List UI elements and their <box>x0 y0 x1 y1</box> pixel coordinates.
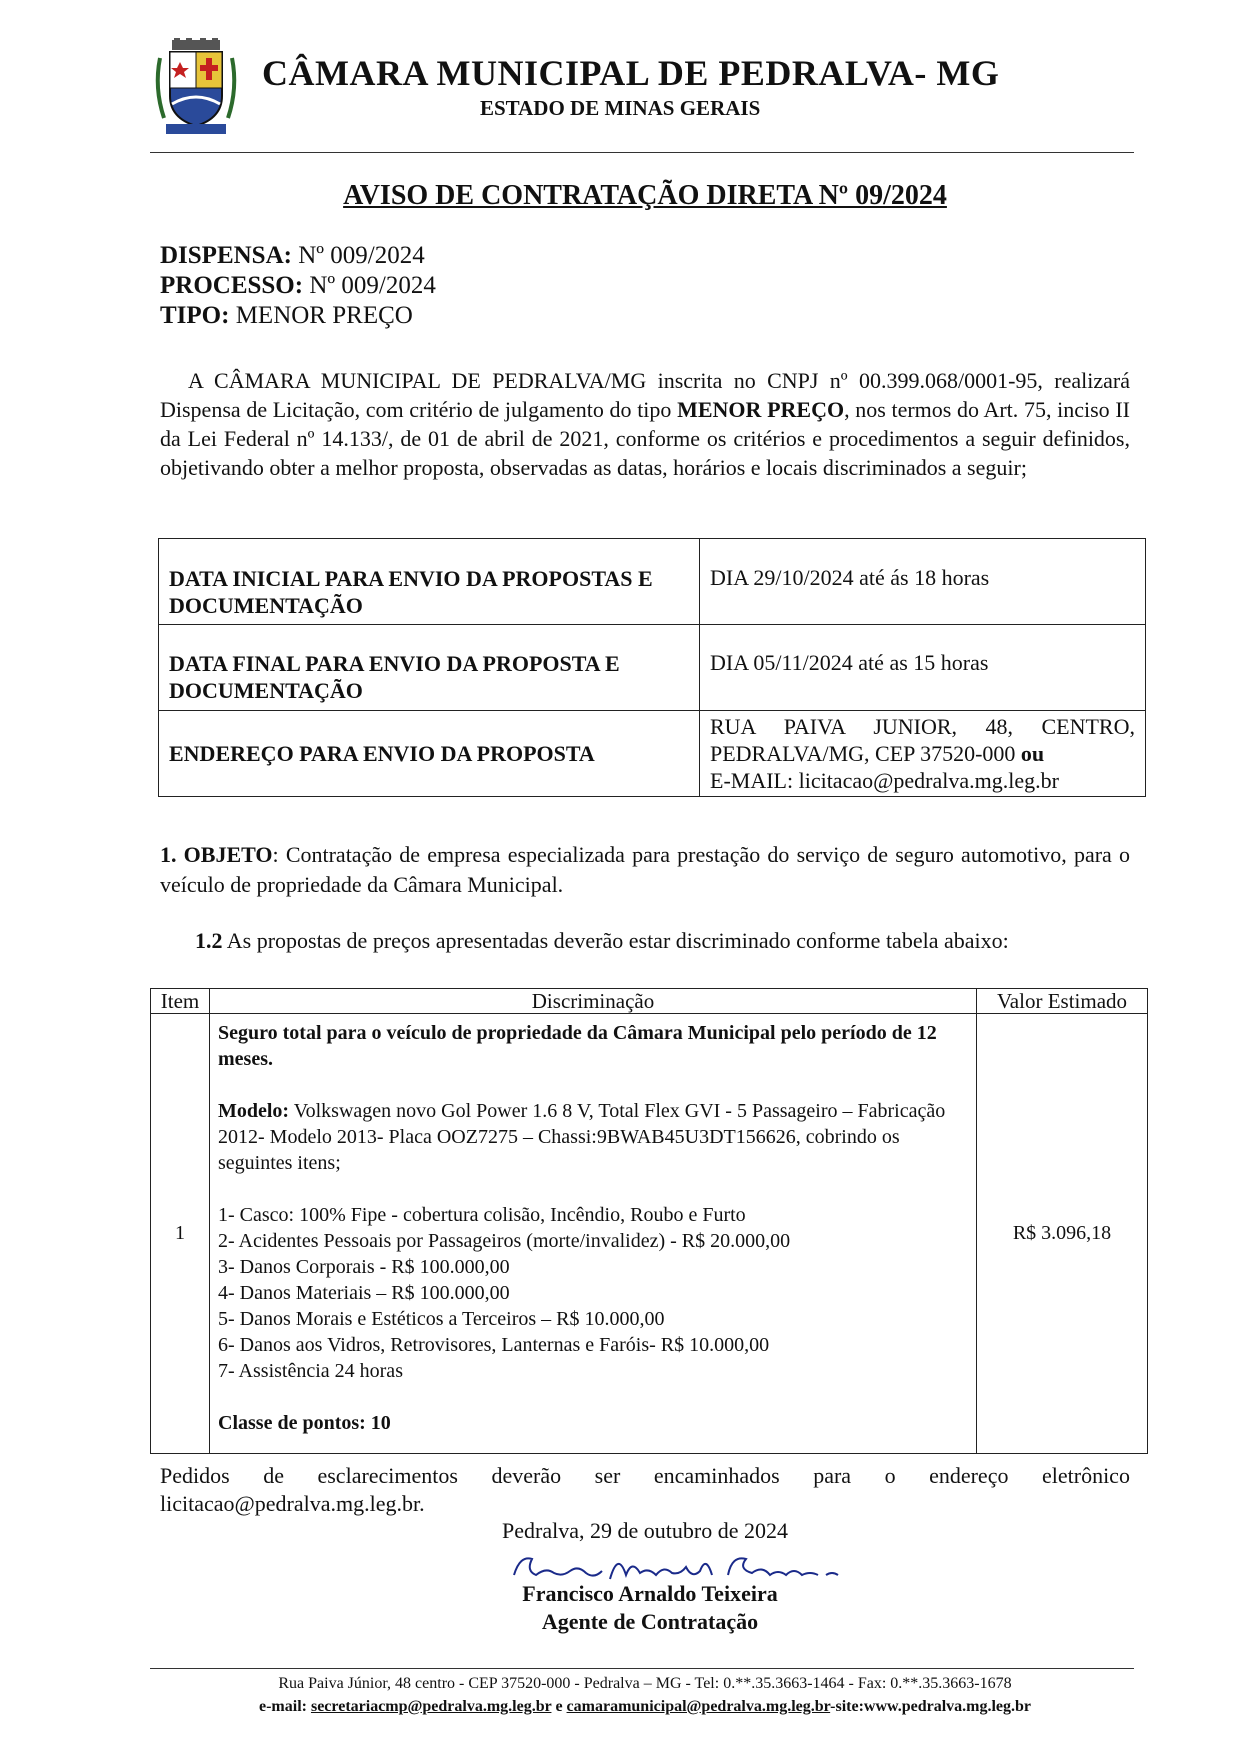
closing-word: o <box>884 1463 896 1488</box>
item-modelo <box>218 1098 968 1176</box>
tipo-label: TIPO: <box>160 302 230 329</box>
coverage-item: 1- Casco: 100% Fipe - cobertura colisão, Incêndio, Roubo e Furto <box>218 1204 746 1226</box>
coverage-item: 5- Danos Morais e Estéticos a Terceiros – R$ 10.000,00 <box>218 1308 665 1330</box>
header-divider <box>150 152 1134 153</box>
item-valor: R$ 3.096,18 <box>977 1014 1148 1454</box>
closing-paragraph <box>160 1462 1130 1518</box>
dispensa-value: Nº 009/2024 <box>291 242 425 269</box>
processo-label: PROCESSO: <box>160 272 304 299</box>
processo-value: Nº 009/2024 <box>303 272 436 299</box>
closing-word: ser <box>594 1463 621 1488</box>
closing-word: Pedidos <box>160 1463 230 1488</box>
closing-email: licitacao@pedralva.mg.leg.br. <box>160 1491 425 1516</box>
meta-dispensa <box>160 242 425 270</box>
closing-word: eletrônico <box>1041 1463 1130 1488</box>
item-classe: Classe de pontos: 10 <box>218 1412 391 1434</box>
closing-word: encaminhados <box>653 1463 780 1488</box>
signer-role: Agente de Contratação <box>541 1609 759 1634</box>
item-1-2-text: As propostas de preços apresentadas deverão estar discriminado conforme tabela abaixo: <box>222 928 1009 953</box>
coverage-item: 4- Danos Materiais – R$ 100.000,00 <box>218 1282 510 1304</box>
objeto-label: 1. OBJETO <box>160 842 273 867</box>
municipal-crest-icon <box>150 38 242 138</box>
intro-text-2: , nos termos do Art. 75, inciso II da Lei Federal nº 14.133/, de 01 de abril de 2021, conforme os critérios e procedimentos a seguir definidos, objetivando obter a melhor proposta, observadas as datas, horários e locais discriminados a seguir; <box>160 397 1130 480</box>
footer-email-link-2[interactable]: camaramunicipal@pedralva.mg.leg.br <box>566 1698 831 1715</box>
signer-name: Francisco Arnaldo Teixeira <box>522 1581 778 1606</box>
modelo-label: Modelo: <box>218 1100 290 1122</box>
closing-word: para <box>813 1463 852 1488</box>
coverage-list <box>218 1202 968 1384</box>
closing-first-line <box>160 1462 1130 1490</box>
footer-email-link-1[interactable]: secretariacmp@pedralva.mg.leg.br <box>310 1698 552 1715</box>
objeto-paragraph <box>160 840 1130 900</box>
dates-label-final: DATA FINAL PARA ENVIO DA PROPOSTA E DOCUMENTAÇÃO <box>159 625 700 711</box>
dates-value-address <box>700 711 1146 797</box>
address-or: ou <box>1020 741 1045 766</box>
meta-processo <box>160 272 436 300</box>
intro-text-1: A CÂMARA MUNICIPAL DE PEDRALVA/MG inscrita no CNPJ nº 00.399.068/0001-95, realizará Dispensa de Licitação, com critério de julgamento do tipo <box>160 368 1130 422</box>
document-title: AVISO DE CONTRATAÇÃO DIRETA Nº 09/2024 <box>343 180 947 211</box>
item-number: 1 <box>151 1014 210 1454</box>
modelo-text: Volkswagen novo Gol Power 1.6 8 V, Total Flex GVI - 5 Passageiro – Fabricação 2012- Modelo 2013- Placa OOZ7275 – Chassi:9BWAB45U3DT156626, cobrindo os seguintes itens; <box>218 1100 946 1174</box>
item-1-2 <box>195 928 1009 954</box>
address-email: E-MAIL: licitacao@pedralva.mg.leg.br <box>710 768 1059 793</box>
closing-word: esclarecimentos <box>317 1463 458 1488</box>
dates-value-initial: DIA 29/10/2024 até ás 18 horas <box>700 539 1146 625</box>
coverage-item: 3- Danos Corporais - R$ 100.000,00 <box>218 1256 510 1278</box>
header-valor: Valor Estimado <box>977 989 1148 1014</box>
intro-paragraph <box>160 366 1130 482</box>
header-item: Item <box>151 989 210 1014</box>
dates-label-address: ENDEREÇO PARA ENVIO DA PROPOSTA <box>159 711 700 797</box>
dates-row-address <box>159 711 1146 797</box>
item-description <box>210 1014 977 1454</box>
intro-bold: MENOR PREÇO <box>677 397 845 422</box>
address-text: RUA PAIVA JUNIOR, 48, CENTRO, PEDRALVA/MG, CEP 37520-000 <box>710 714 1135 766</box>
footer-site: -site:www.pedralva.mg.leg.br <box>830 1698 1032 1715</box>
item-heading: Seguro total para o veículo de propriedade da Câmara Municipal pelo período de 12 meses. <box>218 1022 937 1070</box>
objeto-text: : Contratação de empresa especializada para prestação do serviço de seguro automotivo, para o veículo de propriedade da Câmara Municipal. <box>160 842 1130 897</box>
coverage-item: 7- Assistência 24 horas <box>218 1360 403 1382</box>
header-discriminacao: Discriminação <box>210 989 977 1014</box>
coverage-item: 2- Acidentes Pessoais por Passageiros (morte/invalidez) - R$ 20.000,00 <box>218 1230 791 1252</box>
footer-email-label: e-mail: <box>258 1698 311 1715</box>
signer-block <box>0 1580 1240 1636</box>
org-state: ESTADO DE MINAS GERAIS <box>480 96 761 120</box>
dates-table <box>158 538 1146 797</box>
closing-word: endereço <box>929 1463 1009 1488</box>
tipo-value: MENOR PREÇO <box>229 302 413 329</box>
items-table <box>150 988 1148 1454</box>
dates-label-initial: DATA INICIAL PARA ENVIO DA PROPOSTAS E DOCUMENTAÇÃO <box>159 539 700 625</box>
meta-tipo <box>160 302 413 330</box>
dates-row-initial <box>159 539 1146 625</box>
closing-word: de <box>263 1463 284 1488</box>
dates-row-final <box>159 625 1146 711</box>
place-date: Pedralva, 29 de outubro de 2024 <box>502 1518 788 1543</box>
items-header-row <box>151 989 1148 1014</box>
footer-address: Rua Paiva Júnior, 48 centro - CEP 37520-000 - Pedralva – MG - Tel: 0.**.35.3663-1464 - Fax: 0.**.35.3663-1678 <box>278 1675 1012 1692</box>
footer-contacts <box>0 1698 1240 1716</box>
dates-value-final: DIA 05/11/2024 até as 15 horas <box>700 625 1146 711</box>
dispensa-label: DISPENSA: <box>160 242 292 269</box>
footer-and: e <box>551 1698 567 1715</box>
items-row <box>151 1014 1148 1454</box>
coverage-item: 6- Danos aos Vidros, Retrovisores, Lanternas e Faróis- R$ 10.000,00 <box>218 1334 770 1356</box>
footer-divider <box>150 1668 1134 1669</box>
org-name: CÂMARA MUNICIPAL DE PEDRALVA- MG <box>262 53 1000 93</box>
closing-word: deverão <box>491 1463 562 1488</box>
item-1-2-label: 1.2 <box>195 928 223 953</box>
